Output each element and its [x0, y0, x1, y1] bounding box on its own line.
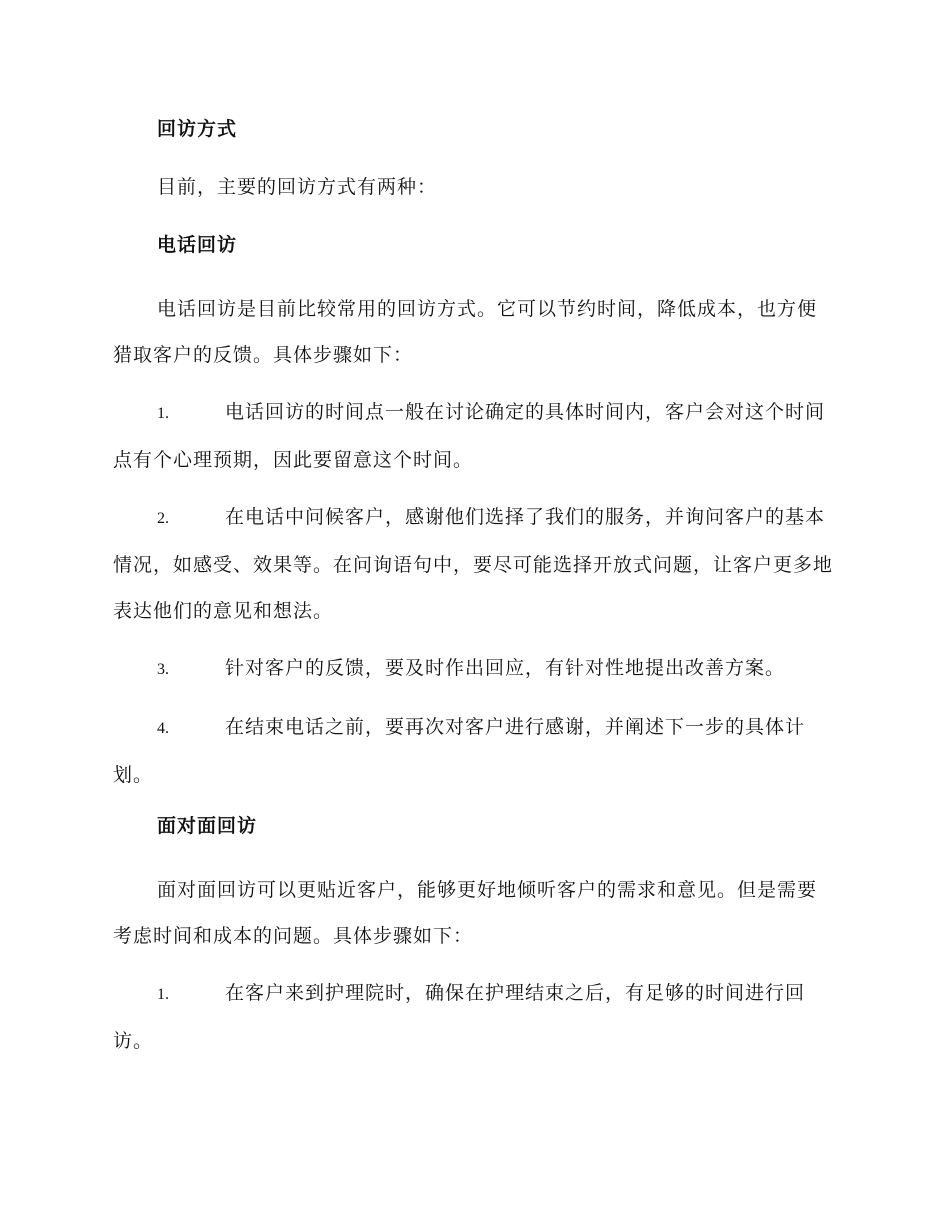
step-number: 4. — [157, 720, 169, 737]
step-number: 1. — [157, 405, 169, 422]
face-step-1 — [113, 970, 833, 1064]
phone-step-1 — [113, 389, 833, 483]
section-title: 回访方式 — [157, 118, 238, 140]
step-text: 电话回访的时间点一般在讨论确定的具体时间内，客户会对这个时间点有个心理预期，因此要留意这个时间。 — [113, 401, 826, 471]
step-text: 在客户来到护理院时，确保在护理结束之后，有足够的时间进行回访。 — [113, 982, 806, 1052]
step-number: 1. — [157, 986, 169, 1003]
step-number: 2. — [157, 510, 169, 527]
step-text: 在结束电话之前，要再次对客户进行感谢，并阐述下一步的具体计划。 — [113, 716, 806, 786]
step-text: 针对客户的反馈，要及时作出回应，有针对性地提出改善方案。 — [225, 657, 786, 679]
document-body — [113, 112, 833, 1075]
phone-step-3 — [113, 645, 833, 693]
intro-paragraph: 目前，主要的回访方式有两种： — [157, 176, 438, 198]
phone-heading: 电话回访 — [157, 234, 238, 256]
step-text: 在电话中问候客户，感谢他们选择了我们的服务，并询问客户的基本情况，如感受、效果等。在问询语句中，要尽可能选择开放式问题，让客户更多地表达他们的意见和想法。 — [113, 506, 834, 622]
face-heading: 面对面回访 — [157, 815, 258, 837]
face-description: 面对面回访可以更贴近客户，能够更好地倾听客户的需求和意见。但是需要考虑时间和成本的问题。具体步骤如下： — [113, 879, 818, 947]
step-number: 3. — [157, 661, 169, 678]
phone-step-2 — [113, 494, 833, 634]
phone-description: 电话回访是目前比较常用的回访方式。它可以节约时间，降低成本，也方便猎取客户的反馈。具体步骤如下： — [113, 298, 818, 366]
phone-step-4 — [113, 704, 833, 798]
